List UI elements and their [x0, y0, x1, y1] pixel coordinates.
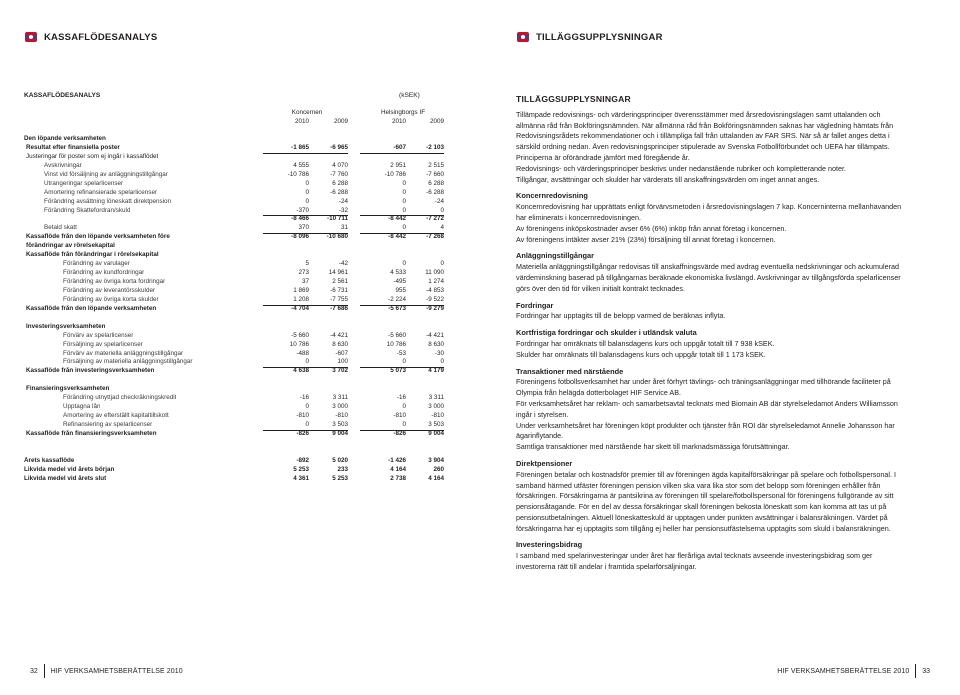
row-value-col-4: 1 274	[428, 278, 444, 285]
notes-section	[516, 94, 904, 573]
row-value-col-3: 955	[395, 286, 406, 294]
note-paragraph: För verksamhetsåret har reklam- och samarbetsavtal tecknats med Biomain AB där styrelseledamot Anders Williamsson ingår i styrelsen.	[516, 398, 898, 419]
group-koncernen: Koncernen	[291, 109, 323, 116]
row-label: Amortering av efterställt kapitaltillskott	[63, 412, 169, 420]
row-label: Betald skatt	[44, 224, 77, 232]
group-hif: Helsingborgs IF	[380, 109, 426, 116]
row-label: Kassaflöde från investeringsverksamheten	[26, 367, 155, 375]
table-row	[24, 224, 444, 233]
table-row	[24, 251, 424, 260]
row-value-col-4: 4 179	[428, 367, 444, 375]
row-value-col-2: 31	[302, 224, 348, 234]
year-col-3: 2010	[391, 118, 406, 125]
row-value-col-1: 5 253	[293, 465, 309, 473]
row-value-col-4: 8 630	[428, 340, 444, 348]
note-paragraph: Föreningen betalar och kostnadsför premier till av föreningen ägda kapitalförsäkringar på spelare och fotbollspersonal. I samband härmed utfäster föreningen pension vilken ska vara lika stor som det belopp som föreningen erhåller från försäkringen. Försäkringarna är pantsikrina av föreningen till spelare/fotbollspersonal för föreningens fullgörande av sitt pensionsåtagande. För en del av dessa försäkringar skall föreningen bekosta löneskatt som kan komma att tas ut på pensionsutbetalningen. Aktuell löneskatteskuld är upptagen under punkten avsättningar i balansräkningen. Värdet på försäkringarna har ej upptagits som tillgång ej heller har pensionsutfästelserna upptagits som skuld i balansräkningen.	[516, 469, 896, 533]
row-value-col-3: 0	[402, 197, 406, 205]
row-label: förändringar av rörelsekapital	[26, 242, 115, 250]
row-value-col-4: 9 004	[428, 429, 444, 437]
row-value-col-4: -7 272	[426, 215, 444, 223]
note-paragraph: Tillgångar, avsättningar och skulder har värderats till anskaffningsvärden om inget annat anges.	[516, 174, 820, 184]
row-label: Vinst vid försäljning av anläggningstillgångar	[44, 170, 168, 178]
section-title: TILLÄGGSUPPLYSNINGAR	[536, 31, 663, 43]
row-value-col-4: -24	[434, 197, 444, 205]
note-paragraph: Materiella anläggningstillgångar redovisas till anskaffningsvärde med avdrag eventuella nedskrivningar och ackumulerad värdeminskning baserad på tillgångarnas beräknade ekonomiska livslängd. Avskrivningar av tillgångsförda spelarlicenser görs över den tid för vilken initialt kontrakt tecknades.	[516, 262, 901, 293]
row-value-col-3: -810	[393, 412, 406, 420]
table-row	[24, 385, 424, 394]
table-row	[24, 349, 444, 359]
table-row	[24, 340, 444, 350]
row-value-col-2: 3 000	[332, 403, 348, 411]
notes-heading: TILLÄGGSUPPLYSNINGAR	[516, 94, 631, 104]
row-label: Finansieringsverksamheten	[26, 385, 110, 393]
footer-left	[24, 664, 189, 678]
table-row	[24, 188, 444, 198]
row-value-col-4: 3 503	[398, 421, 444, 431]
club-crest-icon	[516, 30, 530, 44]
table-row	[24, 412, 444, 421]
table-row	[24, 161, 444, 171]
table-row	[24, 394, 444, 403]
note-paragraph: Under verksamhetsåret har föreningen köpt produkter och tjänster från ROI där styrelseledamot Annelie Johansson har ägarinflytande.	[516, 420, 895, 441]
row-value-col-4: 4 164	[428, 474, 444, 482]
note-section	[516, 301, 904, 323]
row-label: Årets kassaflöde	[24, 456, 75, 464]
row-value-col-1: -370	[263, 207, 309, 217]
table-row	[24, 242, 424, 251]
row-value-col-4: 2 515	[428, 161, 444, 169]
row-value-col-4: 11 090	[425, 269, 444, 277]
row-value-col-4: -7 660	[426, 170, 444, 178]
note-section	[516, 191, 904, 245]
row-value-col-2: -7 760	[330, 170, 348, 178]
row-value-col-3: -495	[393, 278, 406, 285]
row-value-col-3: 2 951	[390, 161, 406, 169]
row-value-col-2: 5 020	[332, 456, 348, 464]
row-label: Justeringar för poster som ej ingår i kassaflödet	[26, 152, 159, 160]
row-value-col-1: 4 555	[293, 161, 309, 169]
row-value-col-1: 0	[263, 421, 309, 431]
row-value-col-4: 6 288	[428, 179, 444, 187]
row-value-col-2: 100	[302, 358, 348, 368]
row-value-col-4: 3 904	[428, 456, 444, 464]
note-paragraph: I samband med spelarinvesteringar under året har flerårliga avtal tecknats avseende investeringsbidrag som ger investorerna rätt till andelar i framtida spelarförsäljningar.	[516, 551, 873, 572]
row-label: Avskrivningar	[44, 161, 82, 169]
row-value-col-3: 0	[360, 207, 406, 217]
table-row	[24, 403, 444, 412]
row-spacer	[24, 376, 424, 385]
row-label: Kassaflöde från den löpande verksamheten	[26, 304, 157, 312]
row-value-col-1: 5	[305, 260, 309, 268]
table-row	[24, 197, 444, 207]
table-row	[24, 170, 444, 180]
row-value-col-2: 3 702	[332, 367, 348, 375]
row-value-col-3: 0	[402, 179, 406, 187]
table-row	[24, 367, 444, 376]
row-label: Förvärv av spelarlicenser	[63, 331, 134, 339]
note-title: Koncernredovisning	[516, 191, 588, 201]
table-row	[24, 206, 444, 216]
row-value-col-3: 0	[402, 260, 406, 268]
row-value-col-2: 3 503	[302, 421, 348, 431]
table-row	[24, 295, 444, 305]
year-col-2: 2009	[333, 118, 348, 125]
cashflow-rows	[24, 135, 444, 484]
row-label: Förändring avsättning löneskatt direktpension	[44, 197, 172, 205]
year-col-1: 2010	[294, 118, 309, 125]
row-value-col-1: -892	[296, 456, 309, 464]
row-value-col-2: -6 288	[330, 188, 348, 196]
row-value-col-2: -32	[302, 207, 348, 217]
section-title: KASSAFLÖDESANALYS	[44, 31, 158, 43]
row-label: Kassaflöde från finansieringsverksamheten	[26, 429, 157, 437]
club-crest-icon	[24, 30, 38, 44]
row-value-col-3: -53	[396, 349, 406, 357]
row-value-col-3: -2 224	[360, 296, 406, 306]
note-section	[516, 110, 904, 186]
row-value-col-3: -5 673	[388, 304, 406, 312]
row-value-col-4: 3 000	[428, 403, 444, 411]
table-row	[24, 286, 444, 296]
row-value-col-2: -24	[338, 197, 348, 205]
row-value-col-3: -1 426	[388, 456, 406, 464]
table-row	[24, 278, 444, 287]
row-value-col-1: 0	[263, 358, 309, 368]
page-number: 33	[922, 667, 930, 675]
row-value-col-2: -4 421	[330, 331, 348, 339]
table-row	[24, 233, 444, 242]
row-value-col-4: -9 279	[426, 304, 444, 312]
row-label: Resultat efter finansiella poster	[26, 143, 120, 151]
row-value-col-1: -810	[296, 412, 309, 420]
note-paragraph: Av föreningens inköpskostnader avser 6% (6%) inköp från annat företag i koncernen.	[516, 223, 787, 233]
row-value-col-1: 1 208	[263, 296, 309, 306]
row-value-col-1: -8 466	[291, 215, 309, 223]
row-value-col-4: -810	[431, 412, 444, 420]
row-value-col-2: -6 731	[330, 286, 348, 294]
footer-text: HIF VERKSAMHETSBERÄTTELSE 2010	[50, 667, 183, 675]
row-value-col-1: -10 786	[287, 170, 309, 178]
note-paragraph: Koncernredovisning har upprättats enligt förvärvsmetoden i årsredovisningslagen 7 kap. Koncerninterna mellanhavanden har eliminerats i koncernredovisningen.	[516, 202, 902, 222]
row-label: Upptagna lån	[63, 403, 101, 411]
note-section	[516, 540, 904, 572]
row-value-col-2: 8 630	[332, 340, 348, 348]
row-value-col-3: 0	[402, 403, 406, 411]
note-section	[516, 328, 904, 360]
row-value-col-2: -42	[338, 260, 348, 268]
row-label: Förändring av varulager	[63, 260, 130, 268]
note-paragraph: Samtliga transaktioner med närstående har skett till marknadsmässiga förutsättningar.	[516, 442, 790, 452]
row-value-col-1: -488	[296, 349, 309, 357]
row-value-col-4: -30	[434, 349, 444, 357]
row-value-col-1: 0	[305, 197, 309, 205]
table-row	[24, 456, 444, 466]
row-label: Utrangeringar spelarlicenser	[44, 179, 124, 187]
note-title: Anläggningstillgångar	[516, 251, 595, 261]
row-value-col-2: 14 961	[328, 269, 348, 277]
row-value-col-1: -1 865	[263, 144, 309, 154]
row-value-col-3: -10 786	[384, 170, 406, 178]
table-row	[24, 331, 444, 341]
row-value-col-4: 0	[440, 260, 444, 268]
header-right	[516, 26, 663, 48]
row-label: Förändring av kundfordringar	[63, 269, 145, 277]
table-row	[24, 153, 424, 162]
row-value-col-3: 0	[402, 188, 406, 196]
header-left	[24, 26, 157, 48]
row-value-col-3: 5 073	[390, 367, 406, 375]
row-value-col-3: 10 786	[386, 340, 406, 348]
year-col-4: 2009	[429, 118, 444, 125]
row-label: Amortering refinansierade spelarlicenser	[44, 188, 158, 196]
cashflow-unit: (kSEK)	[399, 92, 420, 99]
note-paragraph: Redovisnings- och värderingsprinciper beskrivs under nedanstående rubriker och kompletterande noter.	[516, 163, 847, 173]
row-value-col-4: 0	[398, 207, 444, 217]
row-value-col-1: 0	[305, 403, 309, 411]
note-title: Kortfristiga fordringar och skulder i utländsk valuta	[516, 328, 697, 338]
note-paragraph: Tillämpade redovisnings- och värderingsprinciper överensstämmer med årsredovisningslagen samt uttalanden och allmänna råd från Bokföringsnämnden. När allmänna råd från Bokföringsnämnden saknas har vägledning hämtats från Redovisningsrådets rekommendationer och i tillämpliga fall från uttalanden av FAR SRS. När så är fallet anges detta i särskild ordning nedan. Även redovisningsprinciper stipulerade av Svenska Fotbollförbundet och UEFA har tillämpats. Principerna är oförändrade jämfört med föregående år.	[516, 109, 894, 162]
row-value-col-2: 233	[337, 465, 348, 473]
note-paragraph: Fordringar har omräknats till balansdagens kurs och uppgår totalt till 7 938 kSEK.	[516, 338, 775, 348]
row-value-col-3: -5 660	[388, 331, 406, 339]
row-label: Förändring Skattefordran/skuld	[44, 206, 131, 214]
note-section	[516, 459, 904, 535]
row-value-col-3: 4 533	[390, 269, 406, 277]
row-value-col-2: -7 686	[330, 304, 348, 312]
note-section	[516, 367, 904, 453]
row-value-col-1: 4 361	[293, 474, 309, 482]
row-label: Kassaflöde från förändringar i rörelsekapital	[26, 251, 159, 259]
row-label: Förändring av övriga korta skulder	[63, 295, 159, 303]
row-value-col-4: -7 268	[426, 233, 444, 241]
table-row	[24, 421, 444, 430]
table-row	[24, 429, 444, 439]
notes-body	[516, 110, 904, 573]
row-value-col-1: 273	[298, 269, 309, 277]
table-row	[24, 304, 444, 314]
row-value-col-3: 4 164	[390, 465, 406, 473]
row-value-col-3: -8 442	[388, 233, 406, 241]
row-value-col-4: -9 522	[398, 296, 444, 306]
row-value-col-1: 4 638	[293, 367, 309, 375]
footer-right	[771, 664, 936, 678]
row-spacer	[24, 439, 424, 457]
row-value-col-4: 260	[433, 465, 444, 473]
year-header	[24, 118, 444, 127]
row-label: Förändring utnyttjad checkräkningskredit	[63, 394, 177, 402]
table-row	[24, 143, 444, 153]
row-value-col-2: 6 288	[332, 179, 348, 187]
row-value-col-1: -4 704	[291, 304, 309, 312]
row-value-col-1: -16	[299, 394, 309, 402]
row-value-col-2: -10 711	[326, 215, 348, 223]
note-paragraph: Skulder har omräknats till balansdagens kurs och uppgår totalt till 1 173 kSEK.	[516, 349, 766, 359]
table-row	[24, 323, 424, 332]
row-value-col-2: -10 680	[326, 233, 348, 241]
table-row	[24, 135, 424, 144]
table-row	[24, 269, 444, 278]
row-value-col-3: 0	[360, 421, 406, 431]
row-value-col-1: 10 786	[289, 340, 309, 348]
row-value-col-4: 0	[398, 358, 444, 368]
row-label: Likvida medel vid årets början	[24, 465, 115, 473]
page-number: 32	[30, 667, 38, 675]
row-value-col-2: 4 070	[332, 161, 348, 169]
row-value-col-1: 37	[301, 278, 309, 285]
row-value-col-3: -8 442	[388, 215, 406, 223]
row-label: Försäljning av spelarlicenser	[63, 340, 143, 348]
row-value-col-3: 2 738	[390, 474, 406, 482]
table-row	[24, 358, 444, 367]
note-title: Fordringar	[516, 300, 554, 310]
row-value-col-2: 5 253	[332, 474, 348, 482]
row-value-col-1: 0	[305, 179, 309, 187]
row-value-col-2: -607	[335, 349, 348, 357]
row-label: Förvärv av materiella anläggningstillgångar	[63, 349, 184, 357]
table-row	[24, 179, 444, 189]
row-value-col-1: 1 869	[293, 286, 309, 294]
note-section	[516, 251, 904, 294]
table-row	[24, 215, 444, 224]
row-label: Förändring av övriga korta fordringar	[63, 278, 166, 285]
note-paragraph: Fordringar har upptagits till de belopp varmed de beräknas inflyta.	[516, 311, 726, 321]
row-value-col-1: -8 096	[291, 233, 309, 241]
row-value-col-3: -16	[396, 394, 406, 402]
row-value-col-1: 370	[263, 224, 309, 234]
row-value-col-2: 3 311	[332, 394, 348, 402]
row-label: Förändring av leverantörsskulder	[63, 286, 156, 294]
row-label: Försäljning av materiella anläggningstillgångar	[63, 358, 193, 366]
row-value-col-2: 2 561	[332, 278, 348, 285]
row-value-col-1: 0	[305, 188, 309, 196]
row-value-col-4: 4	[398, 224, 444, 234]
table-row	[24, 474, 444, 484]
row-value-col-4: -6 288	[426, 188, 444, 196]
row-value-col-4: -2 103	[398, 144, 444, 154]
row-value-col-4: -4 421	[426, 331, 444, 339]
row-label: Refinansiering av spelarlicenser	[63, 421, 153, 428]
note-paragraph: Av föreningens intäkter avser 21% (23%) försäljning till annat företag i koncernen.	[516, 234, 776, 244]
note-title: Investeringsbidrag	[516, 540, 583, 550]
row-value-col-2: -6 965	[302, 144, 348, 154]
row-value-col-3: 0	[360, 358, 406, 368]
note-paragraph: Föreningens fotbollsverksamhet har under året förhyrt tävlings- och träningsanläggningar med tillhörande faciliteter på Olympia från helägda dotterbolaget HIF Service AB.	[516, 377, 891, 398]
note-title: Direktpensioner	[516, 458, 573, 468]
row-value-col-3: -607	[360, 144, 406, 154]
row-label: Investeringsverksamheten	[26, 322, 106, 330]
note-title: Transaktioner med närstående	[516, 366, 624, 376]
row-value-col-4: 3 311	[428, 394, 444, 402]
table-row	[24, 465, 444, 475]
row-label: Likvida medel vid årets slut	[24, 474, 107, 482]
row-value-col-3: -826	[393, 429, 406, 437]
cashflow-title: KASSAFLÖDESANALYS	[24, 92, 101, 99]
row-label: Kassaflöde från den löpande verksamheten före	[26, 233, 170, 241]
row-value-col-3: 0	[360, 224, 406, 234]
row-value-col-4: -4 853	[426, 286, 444, 294]
row-spacer	[24, 314, 424, 323]
row-value-col-2: 9 004	[332, 429, 348, 437]
row-value-col-2: -7 755	[302, 296, 348, 306]
row-label: Den löpande verksamheten	[24, 135, 106, 142]
row-value-col-1: -5 660	[291, 331, 309, 339]
footer-text: HIF VERKSAMHETSBERÄTTELSE 2010	[777, 667, 910, 675]
table-row	[24, 260, 444, 269]
row-value-col-1: -826	[296, 429, 309, 437]
row-value-col-2: -810	[335, 412, 348, 420]
